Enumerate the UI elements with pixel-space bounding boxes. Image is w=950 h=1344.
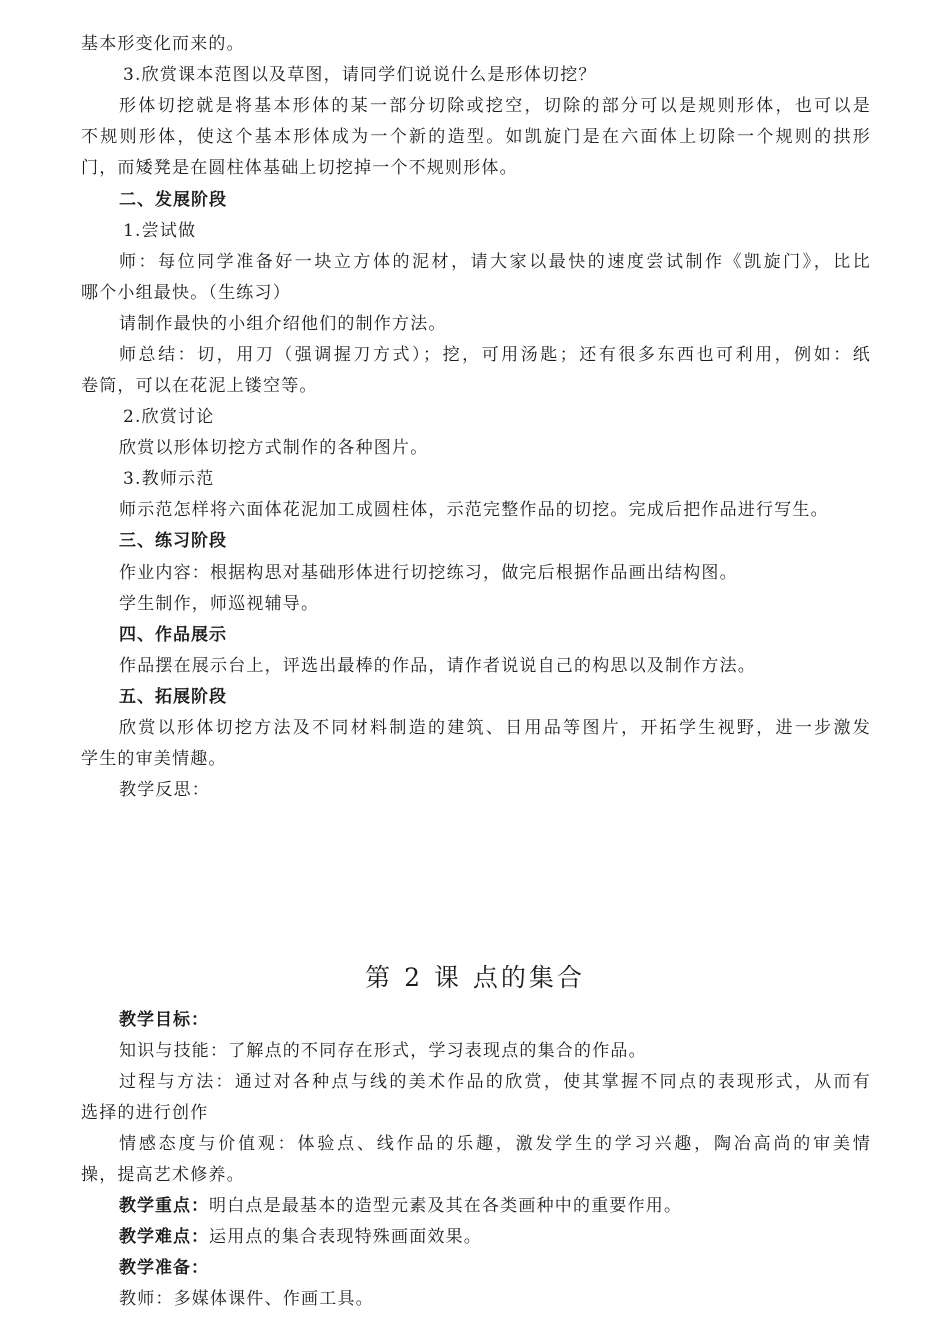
paragraph-line: 哪个小组最快。（生练习） — [81, 283, 291, 303]
teaching-reflection-label: 教学反思： — [119, 780, 210, 800]
paragraph-line: 操，提高艺术修养。 — [81, 1165, 245, 1185]
key-point-label: 教学重点： — [119, 1196, 209, 1216]
key-point-line — [119, 1195, 871, 1217]
section-heading-preparation: 教学准备： — [119, 1258, 209, 1278]
section-heading-goals: 教学目标： — [119, 1010, 209, 1030]
paragraph-line: 基本形变化而来的。 — [81, 34, 245, 54]
paragraph-line: 卷筒，可以在花泥上镂空等。 — [81, 376, 318, 396]
paragraph-line: 师总结：切，用刀（强调握刀方式）；挖，可用汤匙；还有很多东西也可利用，例如：纸 — [119, 345, 871, 365]
difficulty-label: 教学难点： — [119, 1227, 209, 1247]
section-heading-development: 二、发展阶段 — [119, 190, 227, 210]
paragraph-line: 师示范怎样将六面体花泥加工成圆柱体，示范完整作品的切挖。完成后把作品进行写生。 — [119, 500, 829, 520]
section-heading-practice: 三、练习阶段 — [119, 531, 227, 551]
paragraph-line: 欣赏以形体切挖方法及不同材料制造的建筑、日用品等图片，开拓学生视野，进一步激发 — [119, 718, 871, 738]
step-heading: 2.欣赏讨论 — [123, 407, 215, 427]
paragraph-line: 学生制作，师巡视辅导。 — [119, 594, 320, 614]
paragraph-line: 形体切挖就是将基本形体的某一部分切除或挖空，切除的部分可以是规则形体，也可以是 — [119, 96, 871, 116]
section-heading-extension: 五、拓展阶段 — [119, 687, 227, 707]
difficulty-text: 运用点的集合表现特殊画面效果。 — [209, 1227, 482, 1247]
paragraph-line: 欣赏以形体切挖方式制作的各种图片。 — [119, 438, 429, 458]
paragraph-line: 情感态度与价值观：体验点、线作品的乐趣，激发学生的学习兴趣，陶冶高尚的审美情 — [119, 1134, 871, 1154]
step-heading: 3.教师示范 — [123, 469, 215, 489]
paragraph-line: 选择的进行创作 — [81, 1103, 209, 1123]
paragraph-line: 学生的审美情趣。 — [81, 749, 227, 769]
paragraph-line: 不规则形体，使这个基本形体成为一个新的造型。如凯旋门是在六面体上切除一个规则的拱形 — [81, 127, 871, 147]
paragraph-line: 教师：多媒体课件、作画工具。 — [119, 1289, 374, 1309]
paragraph-line: 师：每位同学准备好一块立方体的泥材，请大家以最快的速度尝试制作《凯旋门》，比比 — [119, 252, 871, 272]
paragraph-line: 作业内容：根据构思对基础形体进行切挖练习，做完后根据作品画出结构图。 — [119, 563, 738, 583]
step-heading: 3.欣赏课本范图以及草图，请同学们说说什么是形体切挖？ — [123, 65, 597, 85]
paragraph-line: 请制作最快的小组介绍他们的制作方法。 — [119, 314, 447, 334]
section-heading-showcase: 四、作品展示 — [119, 625, 227, 645]
paragraph-line: 知识与技能：了解点的不同存在形式，学习表现点的集合的作品。 — [119, 1041, 647, 1061]
difficulty-line — [119, 1226, 871, 1248]
key-point-text: 明白点是最基本的造型元素及其在各类画种中的重要作用。 — [209, 1196, 683, 1216]
lesson-title: 第 2 课 点的集合 — [365, 963, 585, 992]
step-heading: 1.尝试做 — [123, 221, 197, 241]
paragraph-line: 作品摆在展示台上，评选出最棒的作品，请作者说说自己的构思以及制作方法。 — [119, 656, 756, 676]
paragraph-line: 门，而矮凳是在圆柱体基础上切挖掉一个不规则形体。 — [81, 158, 518, 178]
paragraph-line: 过程与方法：通过对各种点与线的美术作品的欣赏，使其掌握不同点的表现形式，从而有 — [119, 1072, 871, 1092]
